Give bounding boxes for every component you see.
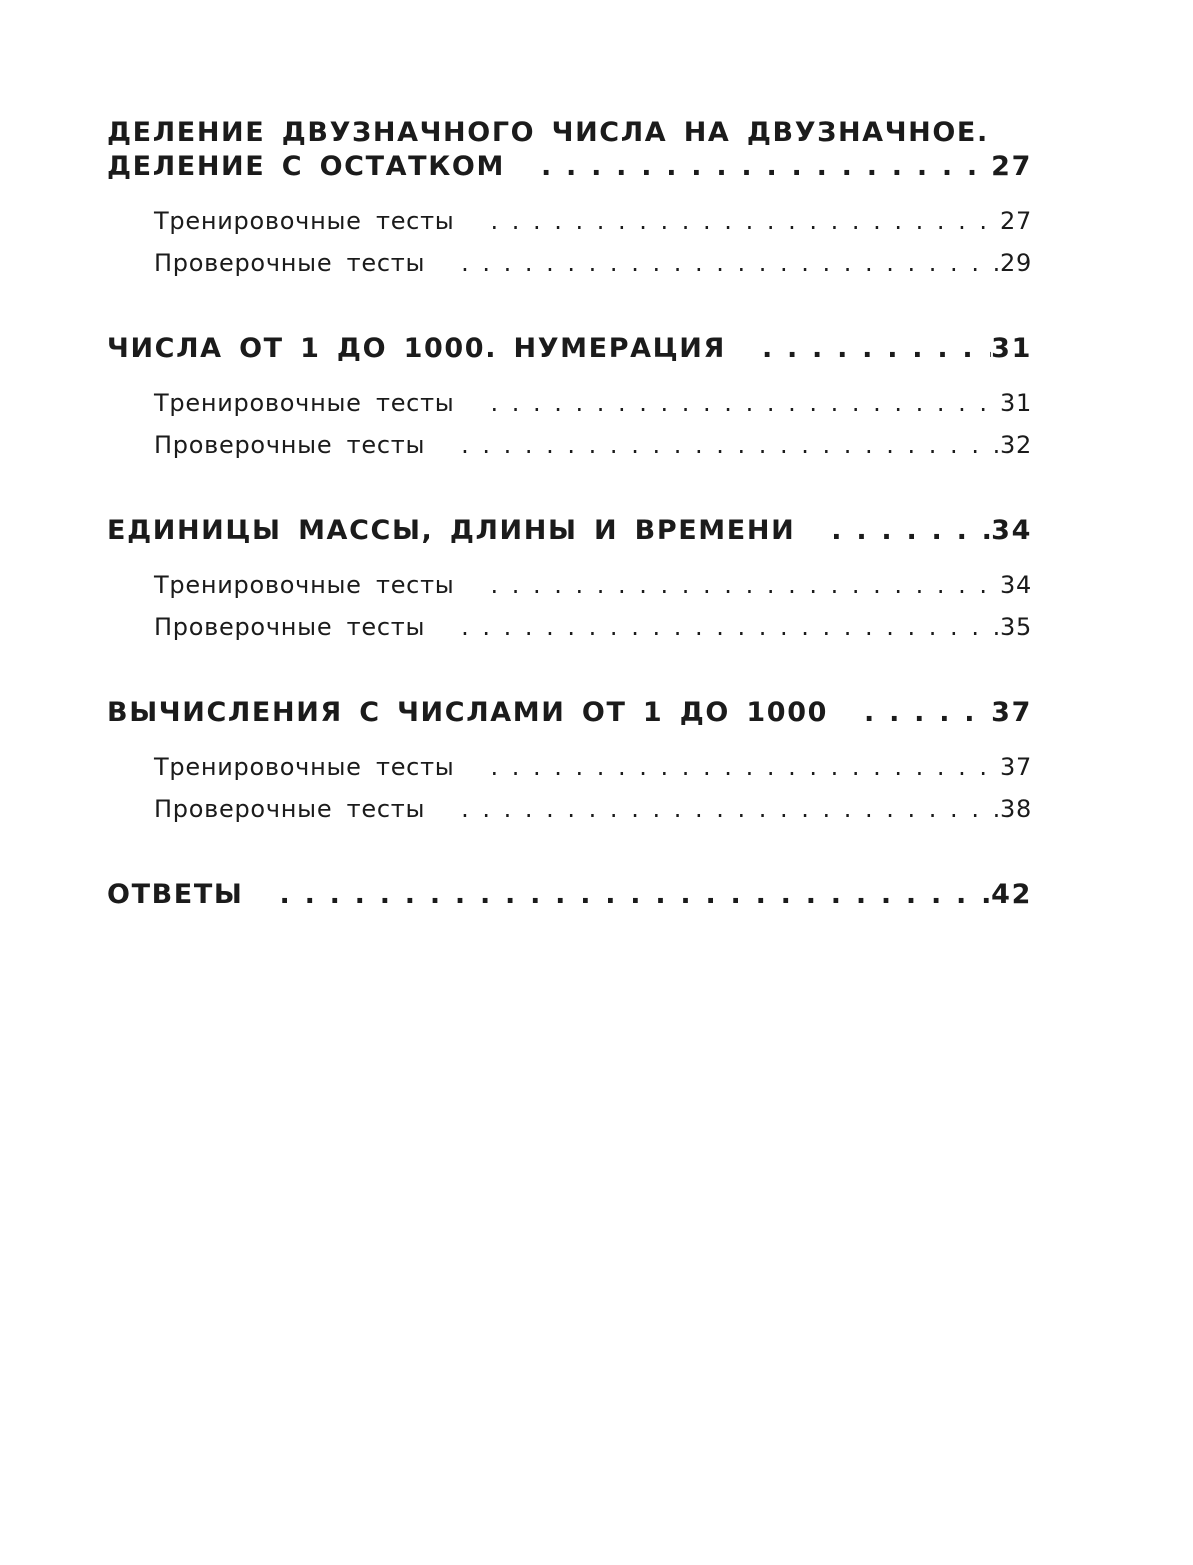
toc-entry-check-tests[interactable] [154,242,1032,284]
toc-entry-answers[interactable] [107,878,1032,912]
toc-section-answers [107,878,1032,912]
dot-leader [505,150,991,184]
toc-entry-units-mass-length-time[interactable] [107,514,1032,548]
table-of-contents [107,116,1032,912]
page-number: 38 [1000,795,1032,823]
toc-entry-division-with-remainder[interactable] [107,150,1032,184]
section-title: ЕДИНИЦЫ МАССЫ, ДЛИНЫ И ВРЕМЕНИ [107,515,796,546]
subsection-list [107,564,1032,648]
dot-leader [454,746,1000,788]
page-number: 34 [1000,571,1032,599]
section-title: ДЕЛЕНИЕ С ОСТАТКОМ [107,151,505,182]
toc-entry-check-tests[interactable] [154,606,1032,648]
section-title: ВЫЧИСЛЕНИЯ С ЧИСЛАМИ ОТ 1 ДО 1000 [107,697,829,728]
subsection-list [107,746,1032,830]
dot-leader [425,242,1000,284]
page-number: 37 [991,697,1032,728]
page-number: 29 [1000,249,1032,277]
toc-entry-training-tests[interactable] [154,746,1032,788]
page-number: 31 [1000,389,1032,417]
toc-entry-check-tests[interactable] [154,788,1032,830]
dot-leader [244,878,992,912]
toc-entry-numbers-1-1000-numeration[interactable] [107,332,1032,366]
subsection-title: Тренировочные тесты [154,571,455,599]
section-title: ОТВЕТЫ [107,879,244,910]
toc-entry-training-tests[interactable] [154,382,1032,424]
dot-leader [425,788,1000,830]
page-number: 27 [991,151,1032,182]
toc-entry-training-tests[interactable] [154,200,1032,242]
toc-entry-training-tests[interactable] [154,564,1032,606]
dot-leader [425,606,1000,648]
toc-section-division-two-digit [107,116,1032,284]
toc-section-numeration [107,332,1032,466]
subsection-title: Тренировочные тесты [154,389,455,417]
toc-section-calculations [107,696,1032,830]
subsection-title: Проверочные тесты [154,613,426,641]
dot-leader [454,382,1000,424]
section-title: ЧИСЛА ОТ 1 ДО 1000. НУМЕРАЦИЯ [107,333,726,364]
toc-section-units [107,514,1032,648]
toc-entry-calculations-1-1000[interactable] [107,696,1032,730]
subsection-title: Проверочные тесты [154,431,426,459]
dot-leader [795,514,991,548]
dot-leader [454,200,1000,242]
subsection-title: Тренировочные тесты [154,207,455,235]
subsection-title: Тренировочные тесты [154,753,455,781]
dot-leader [454,564,1000,606]
subsection-list [107,200,1032,284]
page-number: 32 [1000,431,1032,459]
page-number: 37 [1000,753,1032,781]
dot-leader [828,696,991,730]
page-number: 34 [991,515,1032,546]
section-title-line1: ДЕЛЕНИЕ ДВУЗНАЧНОГО ЧИСЛА НА ДВУЗНАЧНОЕ. [107,117,989,148]
page-number: 27 [1000,207,1032,235]
dot-leader [726,332,991,366]
subsection-title: Проверочные тесты [154,249,426,277]
toc-entry-check-tests[interactable] [154,424,1032,466]
page-number: 31 [991,333,1032,364]
subsection-title: Проверочные тесты [154,795,426,823]
page-number: 35 [1000,613,1032,641]
dot-leader [425,424,1000,466]
subsection-list [107,382,1032,466]
page-number: 42 [991,879,1032,910]
